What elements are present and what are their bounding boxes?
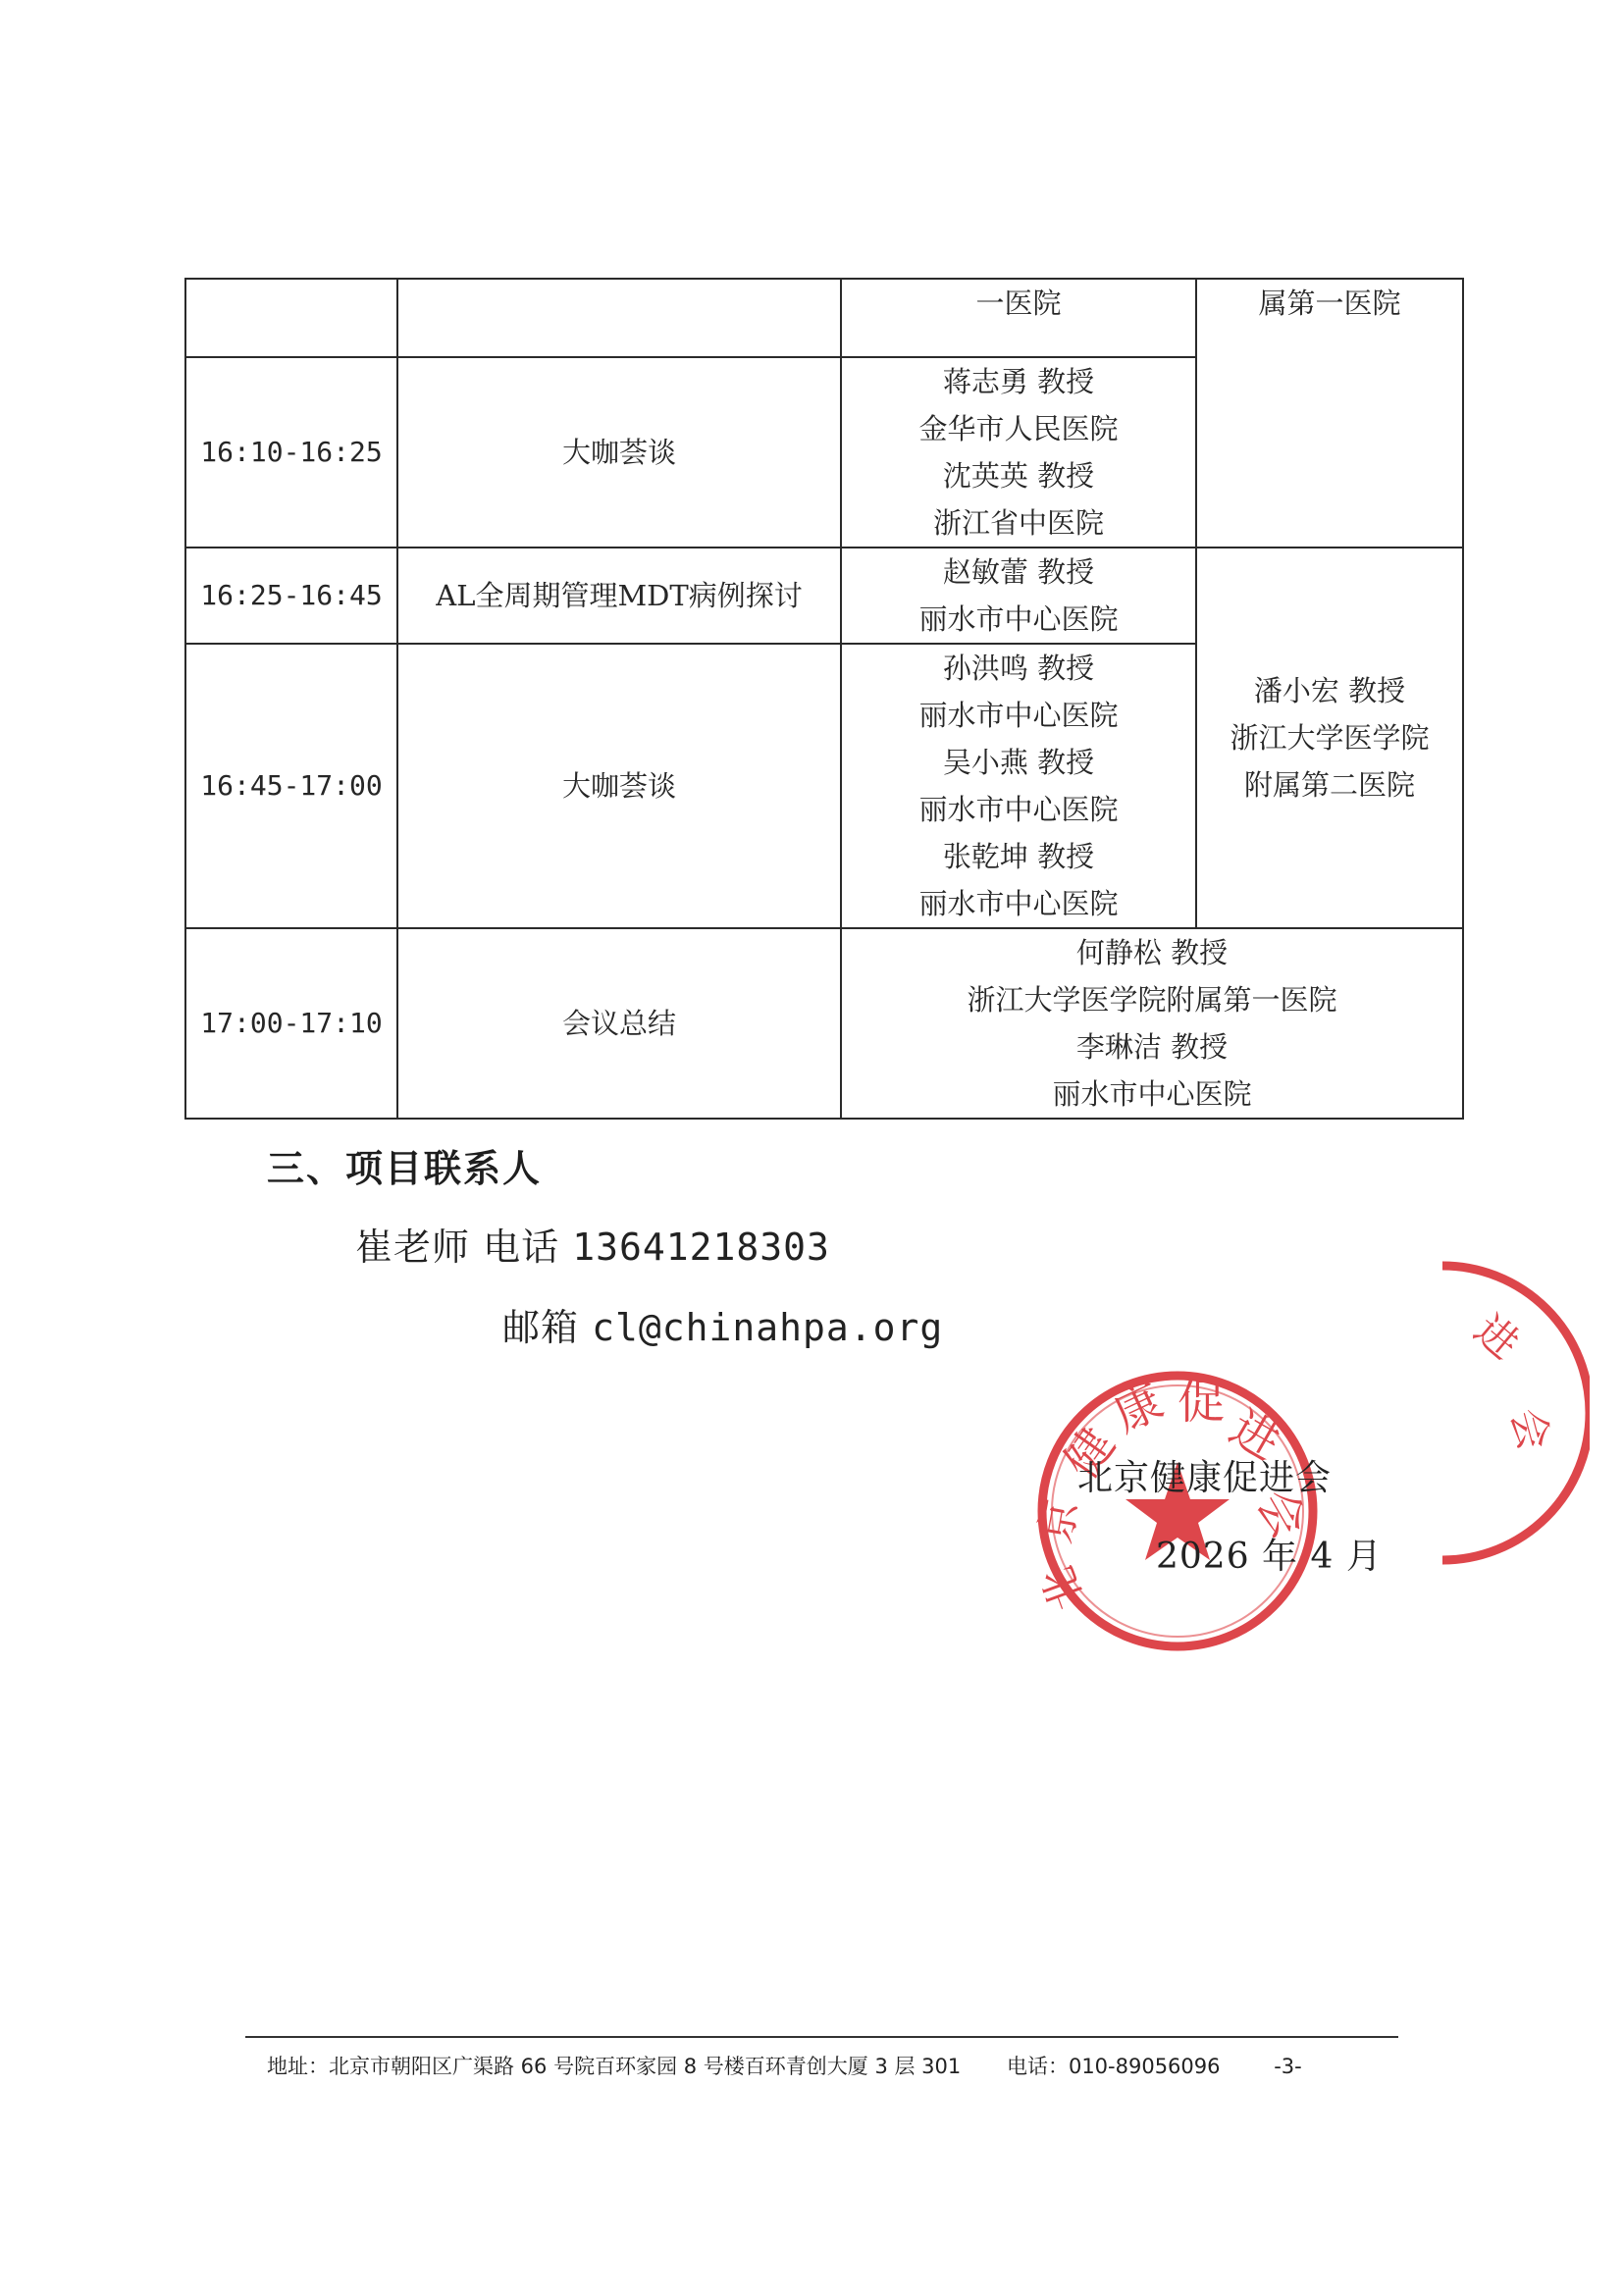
speaker-line: 孙洪鸣 教授 — [942, 652, 1095, 685]
official-seal-icon — [1030, 1364, 1325, 1688]
speaker-line: 沈英英 教授 — [942, 459, 1095, 493]
signature-date: 2026 年 4 月 — [1156, 1537, 1383, 1577]
footer-divider — [245, 2036, 1398, 2038]
speaker-line: 浙江省中医院 — [932, 506, 1104, 540]
table-row — [185, 928, 1463, 1119]
svg-text:进: 进 — [1465, 1305, 1529, 1369]
time-cell — [185, 279, 397, 357]
schedule-table — [184, 278, 1464, 1120]
svg-text:进: 进 — [1221, 1399, 1289, 1472]
moderator-line: 浙江大学医学院 — [1230, 721, 1430, 755]
email-address: cl@chinahpa.org — [592, 1306, 944, 1349]
speaker-cell — [841, 644, 1196, 928]
speaker-line: 丽水市中心医院 — [1052, 1077, 1252, 1111]
moderator-line: 附属第二医院 — [1243, 768, 1415, 802]
time-cell: 16:25-16:45 — [185, 548, 397, 644]
moderator-cell — [1196, 279, 1463, 548]
speaker-line: 赵敏蕾 教授 — [942, 555, 1095, 589]
table-row — [185, 548, 1463, 644]
topic-cell: AL全周期管理MDT病例探讨 — [397, 548, 841, 644]
footer-address: 地址：北京市朝阳区广渠路 66 号院百环家园 8 号楼百环青创大厦 3 层 301 — [267, 2055, 962, 2078]
svg-text:会: 会 — [1501, 1402, 1559, 1456]
svg-text:健: 健 — [1053, 1418, 1126, 1488]
svg-text:京: 京 — [1030, 1495, 1088, 1547]
section-heading: 三、项目联系人 — [267, 1147, 543, 1190]
svg-text:康: 康 — [1105, 1373, 1172, 1443]
email-label: 邮箱 — [502, 1306, 580, 1349]
svg-text:会: 会 — [1245, 1480, 1318, 1548]
time-cell: 17:00-17:10 — [185, 928, 397, 1119]
time-cell: 16:45-17:00 — [185, 644, 397, 928]
speaker-line: 丽水市中心医院 — [918, 602, 1119, 636]
speaker-cell — [841, 357, 1196, 548]
speaker-line: 吴小燕 教授 — [942, 746, 1095, 779]
speaker-line: 何静松 教授 — [1075, 936, 1229, 969]
footer — [267, 2051, 1302, 2080]
speaker-line: 李琳洁 教授 — [1075, 1030, 1229, 1064]
speaker-line: 张乾坤 教授 — [942, 840, 1095, 873]
page-number: -3- — [1274, 2055, 1302, 2078]
moderator-cell — [1196, 548, 1463, 928]
speaker-line: 丽水市中心医院 — [918, 699, 1119, 732]
svg-text:促: 促 — [1178, 1375, 1226, 1430]
partial-seal-icon — [1413, 1246, 1590, 1580]
contact-email-line — [502, 1297, 943, 1351]
contact-phone-line — [355, 1217, 830, 1271]
speaker-cell — [841, 279, 1196, 357]
speaker-line: 蒋志勇 教授 — [942, 365, 1095, 398]
speaker-line: 丽水市中心医院 — [918, 793, 1119, 826]
footer-phone: 电话：010-89056096 — [1006, 2055, 1221, 2078]
svg-text:北: 北 — [1032, 1559, 1095, 1618]
moderator-line: 潘小宏 教授 — [1253, 674, 1406, 707]
topic-cell: 大咖荟谈 — [397, 357, 841, 548]
phone-label: 电话 — [483, 1226, 560, 1269]
table-row — [185, 279, 1463, 357]
speaker-line: 浙江大学医学院附属第一医院 — [967, 983, 1337, 1017]
topic-cell: 会议总结 — [397, 928, 841, 1119]
speaker-line: 金华市人民医院 — [918, 412, 1119, 445]
topic-cell — [397, 279, 841, 357]
topic-cell: 大咖荟谈 — [397, 644, 841, 928]
speaker-line: 丽水市中心医院 — [918, 887, 1119, 920]
time-cell: 16:10-16:25 — [185, 357, 397, 548]
moderator-line: 属第一医院 — [1258, 287, 1401, 320]
organization-name: 北京健康促进会 — [1077, 1458, 1333, 1498]
contact-name: 崔老师 — [355, 1226, 471, 1269]
speaker-cell — [841, 928, 1463, 1119]
phone-number: 13641218303 — [572, 1226, 830, 1269]
speaker-line: 一医院 — [975, 287, 1062, 320]
speaker-cell — [841, 548, 1196, 644]
